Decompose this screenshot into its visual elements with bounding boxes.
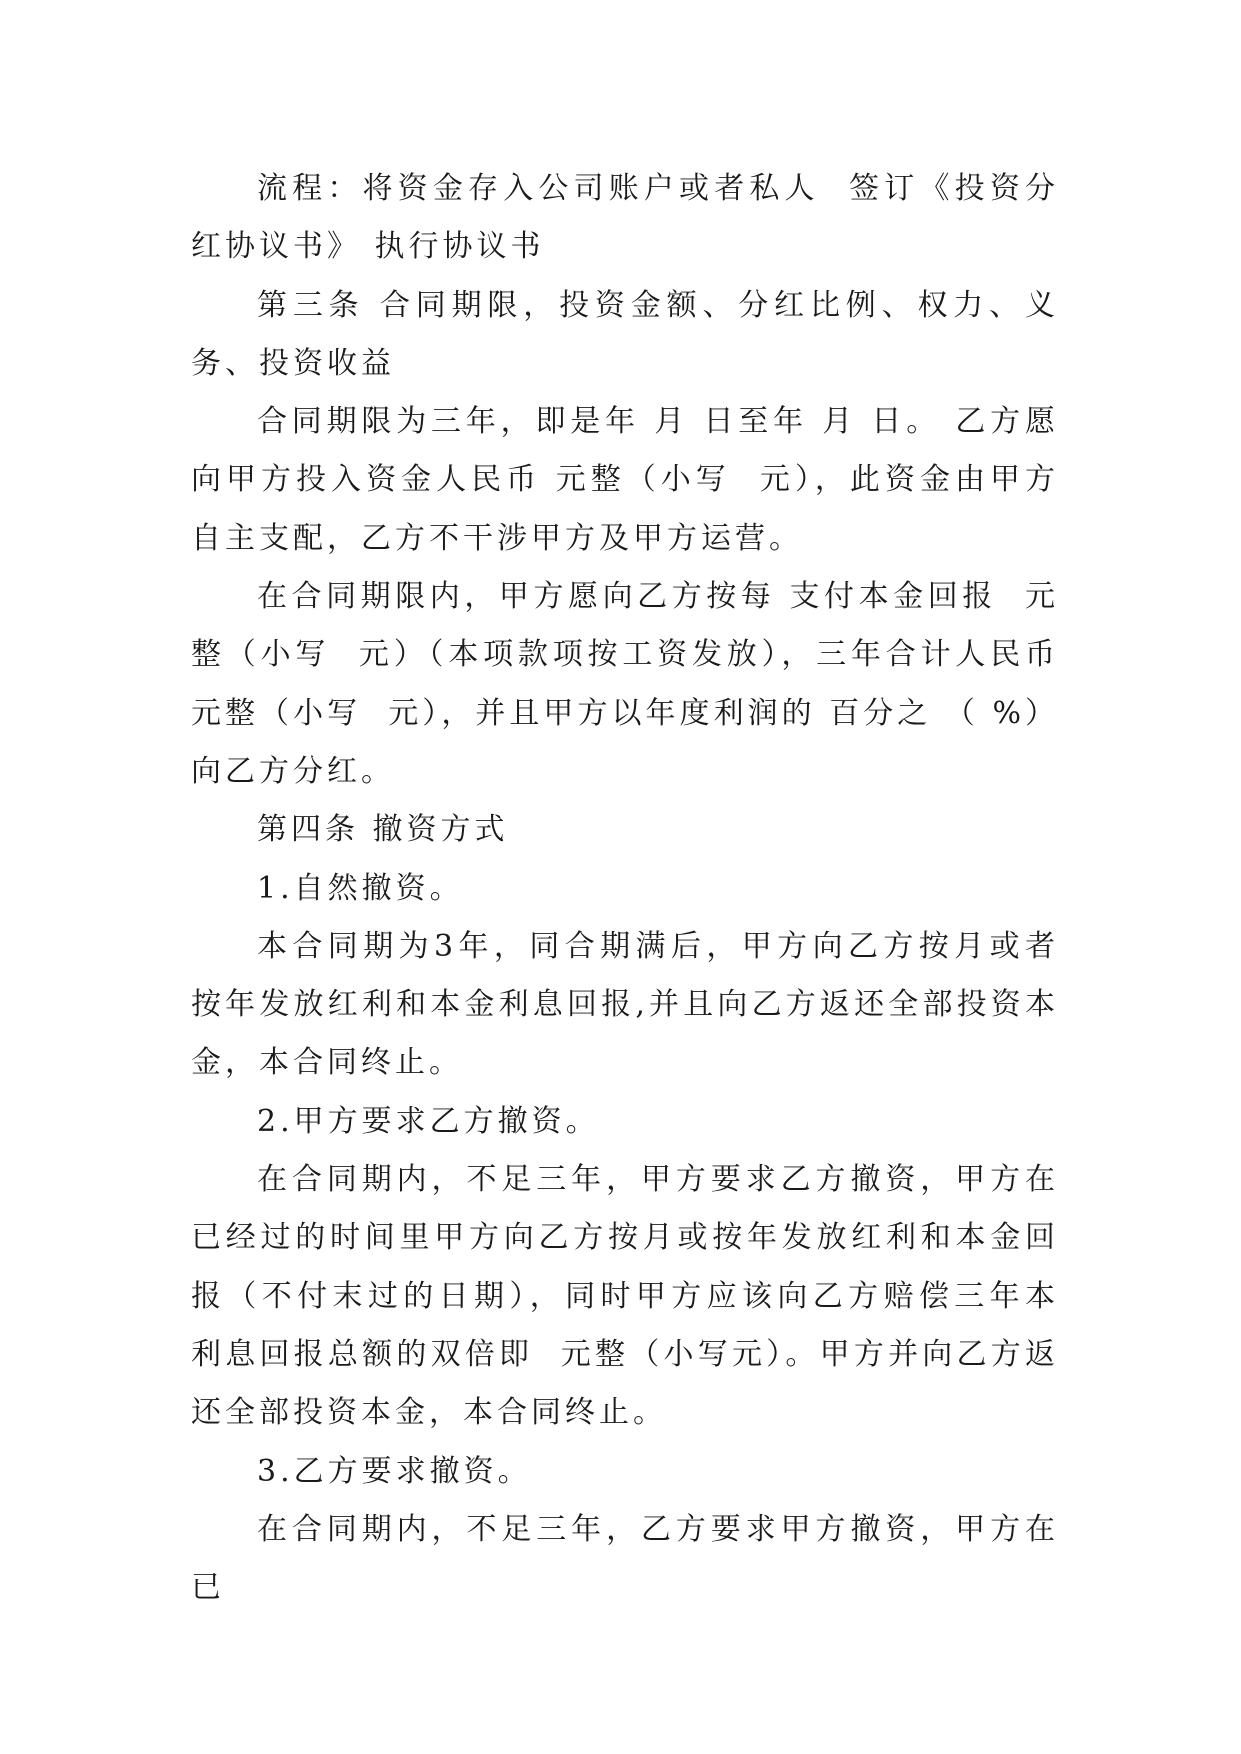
paragraph-natural-withdrawal: 本合同期为3年，同合期满后，甲方向乙方按月或者按年发放红利和本金利息回报,并且向乙方返还全部投资本金，本合同终止。 xyxy=(191,928,1059,1081)
paragraph-contract-term: 合同期限为三年，即是年 月 日至年 月 日。 乙方愿向甲方投入资金人民币 元整（小写 元），此资金由甲方自主支配，乙方不干涉甲方及甲方运营。 xyxy=(191,404,1059,556)
paragraph-party-a-request: 在合同期内，不足三年，甲方要求乙方撤资，甲方在已经过的时间里甲方向乙方按月或按年发放红利和本金回报（不付末过的日期），同时甲方应该向乙方赔偿三年本利息回报总额的双倍即 元整（小写元）。甲方并向乙方返还全部投资本金，本合同终止。 xyxy=(191,1162,1059,1431)
paragraph-return-dividend: 在合同期限内，甲方愿向乙方按每 支付本金回报 元整（小写 元）（本项款项按工资发放），三年合计人民币 元整（小写 元），并且甲方以年度利润的 百分之 （ %）向乙方分红。 xyxy=(191,579,1073,789)
item-3-heading: 3.乙方要求撤资。 xyxy=(257,1453,532,1489)
paragraph-process: 流程：将资金存入公司账户或者私人 签订《投资分红协议书》 执行协议书 xyxy=(191,171,1059,265)
paragraph-party-b-request: 在合同期内，不足三年，乙方要求甲方撤资，甲方在已 xyxy=(191,1511,1059,1606)
article-4-heading: 第四条 撤资方式 xyxy=(257,812,509,848)
item-1-heading: 1.自然撤资。 xyxy=(257,870,464,906)
document-body xyxy=(191,160,1073,1617)
item-2-heading: 2.甲方要求乙方撤资。 xyxy=(257,1103,600,1139)
article-3-heading: 第三条 合同期限，投资金额、分红比例、权力、义务、投资收益 xyxy=(191,287,1059,381)
